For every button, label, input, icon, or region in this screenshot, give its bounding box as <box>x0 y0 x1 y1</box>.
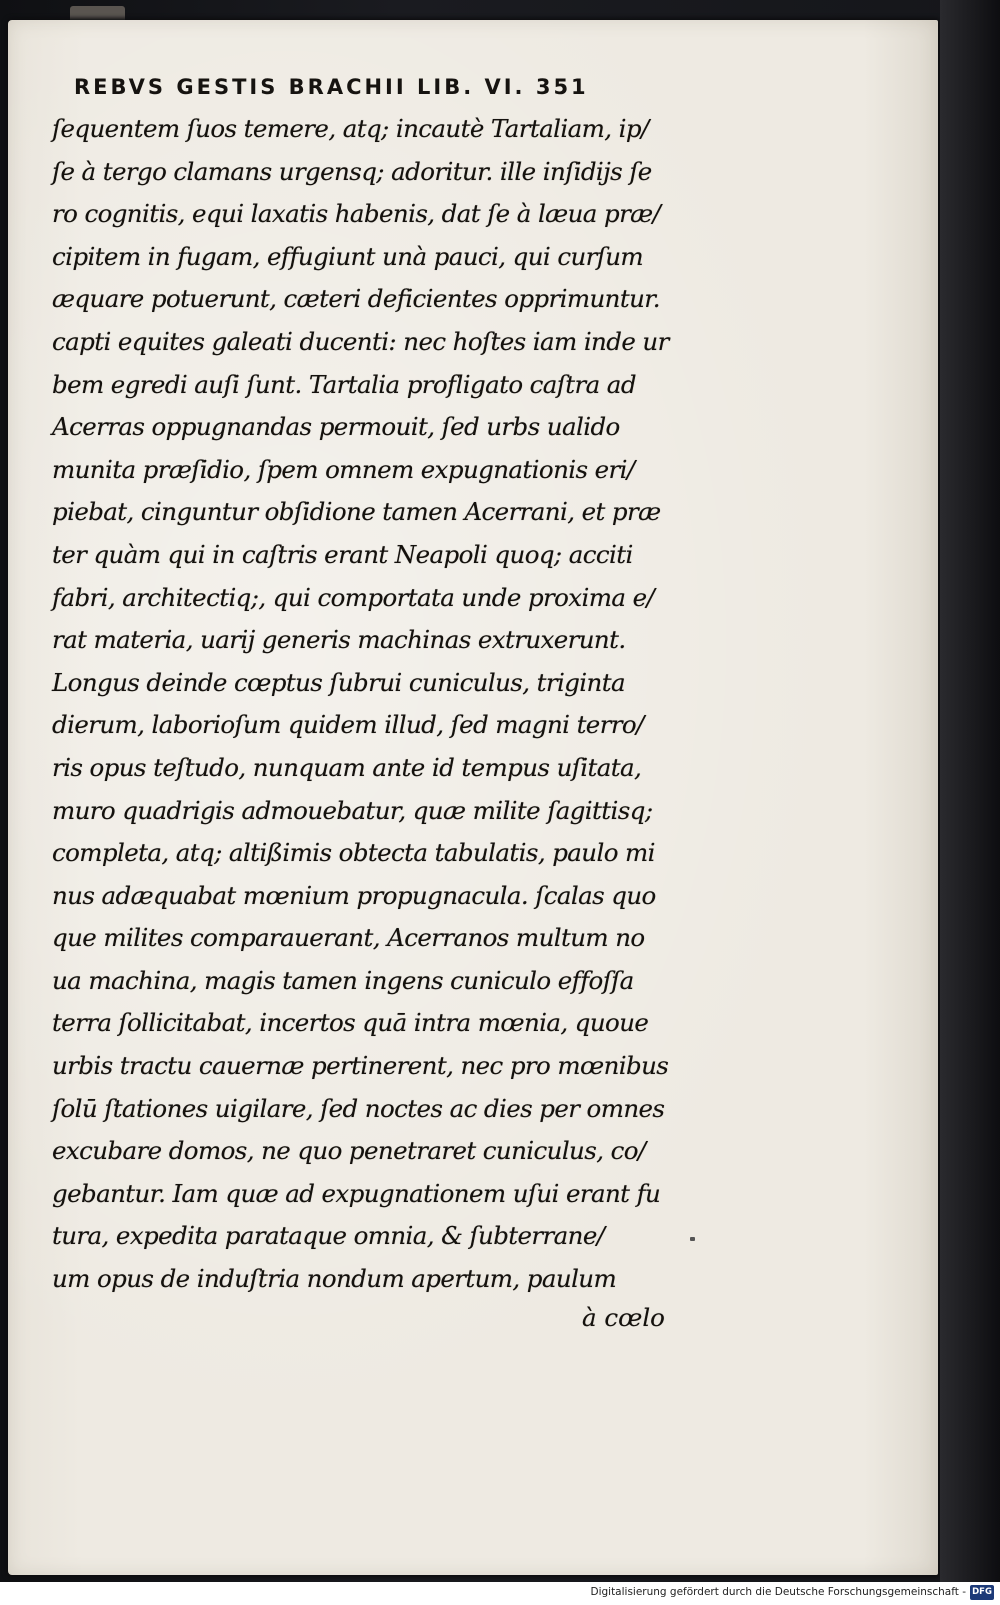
text-line: ro cognitis, equi laxatis habenis, dat ſe à læua præ/ <box>52 199 661 229</box>
text-line: Longus deinde cœptus ſubrui cuniculus, triginta <box>52 667 625 697</box>
text-line: piebat, cinguntur obſidione tamen Acerrani, et præ <box>52 497 661 527</box>
text-block <box>52 108 692 1301</box>
running-head: REBVS GESTIS BRACHII LIB. VI. 351 <box>74 75 589 99</box>
text-line: ſequentem ſuos temere, atq; incautè Tartaliam, ip/ <box>52 114 649 143</box>
text-line: munita præſidio, ſpem omnem expugnationis eri/ <box>52 454 635 484</box>
text-line: ſe à tergo clamans urgensq; adoritur. ille inſidijs ſe <box>52 156 652 186</box>
text-line: completa, atq; altißimis obtecta tabulatis, paulo mi <box>52 838 655 868</box>
text-line: dierum, laborioſum quidem illud, ſed magni terro/ <box>52 710 644 740</box>
text-line: fabri, architectiq;, qui comportata unde proxima e/ <box>52 582 655 612</box>
text-line: ua machina, magis tamen ingens cuniculo effoſſa <box>52 965 634 995</box>
text-line: Acerras oppugnandas permouit, ſed urbs ualido <box>52 412 620 442</box>
text-line: que milites comparauerant, Acerranos multum no <box>52 923 645 953</box>
text-line: muro quadrigis admouebatur, quæ milite ſagittisq; <box>52 795 653 825</box>
text-line: ris opus teſtudo, nunquam ante id tempus uſitata, <box>52 752 642 782</box>
footer-bar <box>0 1582 1000 1605</box>
text-line: gebantur. Iam quæ ad expugnationem uſui erant fu <box>52 1178 661 1208</box>
funding-credit: Digitalisierung gefördert durch die Deutsche Forschungsgemeinschaft - <box>590 1586 966 1598</box>
text-line: terra ſollicitabat, incertos quā intra mœnia, quoue <box>52 1008 649 1038</box>
text-line: urbis tractu cauernæ pertinerent, nec pro mœnibus <box>52 1051 669 1081</box>
text-line: cipitem in fugam, effugiunt unà pauci, qui curſum <box>52 241 644 271</box>
right-edge-strip <box>940 0 1000 1582</box>
text-line: æquare potuerunt, cæteri deficientes opprimuntur. <box>52 284 660 314</box>
text-line: tura, expedita parataque omnia, & ſubterrane/ <box>52 1221 605 1251</box>
text-line: capti equites galeati ducenti: nec hoſtes iam inde ur <box>52 326 669 356</box>
text-line: nus adæquabat mœnium propugnacula. ſcalas quo <box>52 880 656 910</box>
text-line: bem egredi auſi ſunt. Tartalia profligato caſtra ad <box>52 369 636 399</box>
margin-mark <box>690 1237 695 1241</box>
text-line: ſolū ſtationes uigilare, ſed noctes ac dies per omnes <box>52 1093 665 1123</box>
text-line: rat materia, uarij generis machinas extruxerunt. <box>52 625 626 655</box>
text-line: ter quàm qui in caſtris erant Neapoli quoq; acciti <box>52 539 633 569</box>
catchword: à cœlo <box>582 1303 665 1332</box>
text-line: excubare domos, ne quo penetraret cuniculus, co/ <box>52 1136 646 1166</box>
text-line: um opus de induſtria nondum apertum, paulum <box>52 1264 617 1294</box>
dfg-logo: DFG <box>970 1585 994 1600</box>
